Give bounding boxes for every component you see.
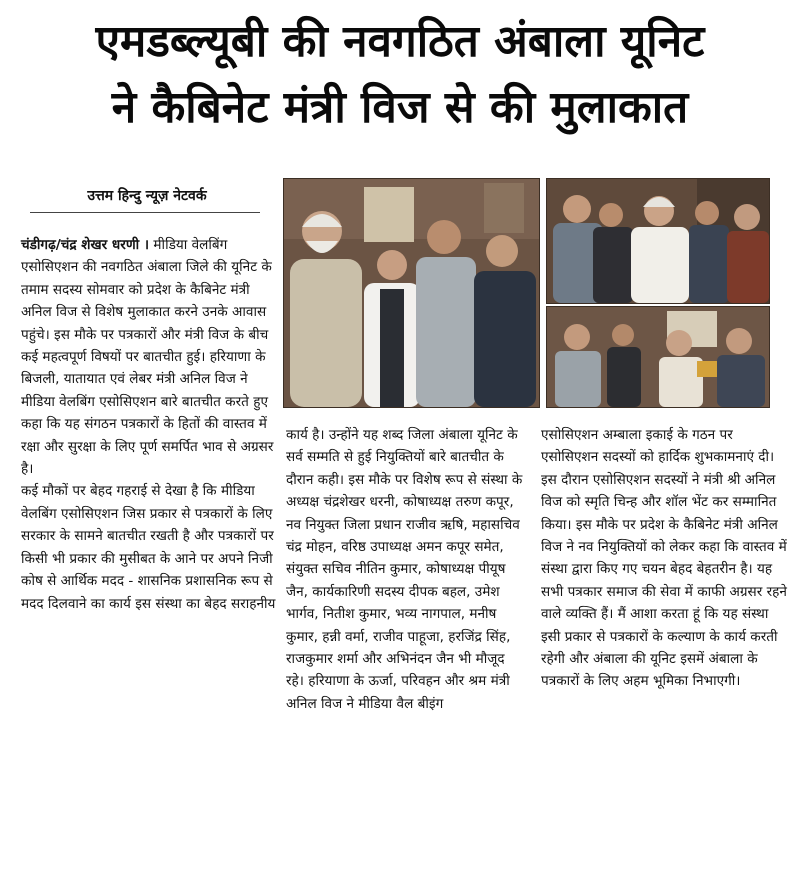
headline-line-1: एमडब्ल्यूबी की नवगठित अंबाला यूनिट: [95, 16, 705, 67]
photo-shawl-ceremony-art: [547, 179, 769, 303]
byline-divider: [30, 212, 260, 213]
article-text: मीडिया वेलबिंग एसोसिएशन की नवगठित अंबाला जिले की यूनिट के तमाम सदस्य सोमवार को प्रदेश के कैबिनेट मंत्री अनिल विज से विशेष मुलाकात करने उनके आवास पहुंचे। इस मौके पर पत्रकारों और मंत्री विज के बीच कई महत्वपूर्ण विषयों पर बातचीत हुई। हरियाणा के बिजली, यातायात एवं लेबर मंत्री अनिल विज ने मीडिया वेलबिंग एसोसिएशन बारे बातचीत करते हुए कहा कि यह संगठन पत्रकारों के हितों की वास्तव में रक्षा और सुरक्षा के लिए पूर्ण समर्पित भाव से अग्रसर है।: [21, 237, 274, 478]
byline: उत्तम हिन्दु न्यूज़ नेटवर्क: [87, 188, 207, 204]
article-column-1: [21, 234, 279, 615]
article-paragraph: कार्य है। उन्होंने यह शब्द जिला अंबाला यूनिट के सर्व सम्मति से हुई नियुक्तियों बारे बातचीत के दौरान कही। इस मौके पर विशेष रूप से संस्था के अध्यक्ष चंद्रशेखर धरनी, कोषाध्यक्ष तरुण कपूर, नव नियुक्त जिला प्रधान राजीव ऋषि, महासचिव चंद्र मोहन, वरिष्ठ उपाध्यक्ष अमन कपूर समेत, संयुक्त सचिव नीतिन कुमार, कोषाध्यक्ष पीयूष जैन, कार्यकारिणी सदस्य दीपक बहल, उमेश भार्गव, नितीश कुमार, भव्य नागपाल, मनीष कुमार, हन्नी वर्मा, राजीव पाहूजा, हरजिंद्र सिंह, राजकुमार शर्मा और अभिनंदन जैन भी मौजूद रहे। हरियाणा के ऊर्जा, परिवहन और श्रम मंत्री अनिल विज ने मीडिया वैल बीइंग: [286, 427, 523, 712]
headline-line-2: ने कैबिनेट मंत्री विज से की मुलाकात: [111, 82, 689, 133]
photo-group-meeting-art: [284, 179, 539, 407]
article-column-3: [541, 424, 788, 693]
article-paragraph: एसोसिएशन अम्बाला इकाई के गठन पर एसोसिएशन सदस्यों को हार्दिक शुभकामनाएं दी।: [541, 427, 775, 466]
photo-shawl-ceremony: [546, 178, 770, 304]
article-column-2: [286, 424, 526, 715]
dateline: चंडीगढ़/चंद्र शेखर धरणी ।: [21, 237, 150, 253]
photo-memento-presentation: [546, 306, 770, 408]
article-paragraph: इस दौरान एसोसिएशन सदस्यों ने मंत्री श्री अनिल विज को स्मृति चिन्ह और शॉल भेंट कर सम्मानित किया। इस मौके पर प्रदेश के कैबिनेट मंत्री अनिल विज ने नव नियुक्तियों को लेकर कहा कि वास्तव में संस्था द्वारा किए गए चयन बेहद बेहतरीन है। यह सभी पत्रकार समाज की सेवा में काफी अग्रसर रहने वाले व्यक्ति हैं। मैं आशा करता हूं कि यह संस्था इसी प्रकार से पत्रकारों के कल्याण के कार्य करती रहेगी और अंबाला की यूनिट इसमें अंबाला के पत्रकारों के लिए अहम भूमिका निभाएगी।: [541, 471, 787, 690]
article-paragraph: कई मौकों पर बेहद गहराई से देखा है कि मीडिया वेलबिंग एसोसिएशन जिस प्रकार से पत्रकारों के लिए सरकार के सामने बातचीत रखती है और पत्रकारों पर किसी भी प्रकार की मुसीबत के आने पर अपने निजी कोष से आर्थिक मदद - शासनिक प्रशासनिक रूप से मदद दिलवाने का कार्य इस संस्था का बेहद सराहनीय: [21, 483, 276, 612]
photo-group-meeting: [283, 178, 540, 408]
photo-memento-presentation-art: [547, 307, 769, 407]
article-paragraph: [21, 234, 279, 480]
